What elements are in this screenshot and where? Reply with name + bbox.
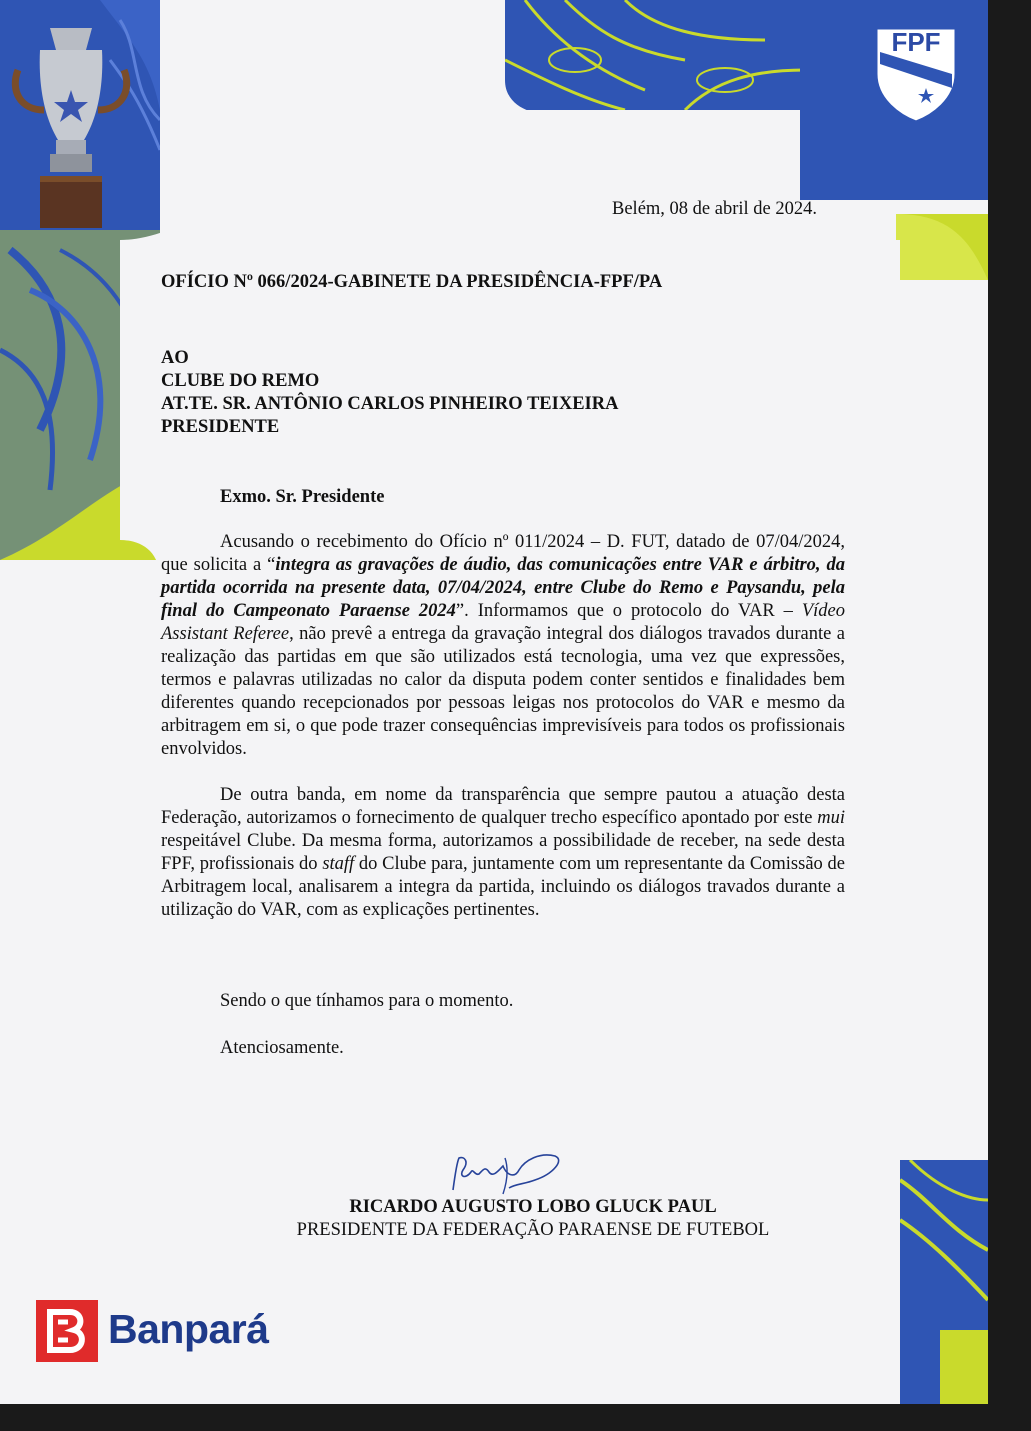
closing-regards: Atenciosamente.: [220, 1038, 344, 1058]
closing-line: Sendo o que tínhamos para o momento.: [220, 991, 514, 1011]
p2-text-a: De outra banda, em nome da transparência que sempre pautou a atuação desta Federação, autorizamos o fornecimento de qualquer trecho específico apontado por este: [161, 785, 845, 828]
date-line: Belém, 08 de abril de 2024.: [612, 199, 817, 219]
recipient-club: CLUBE DO REMO: [161, 371, 320, 391]
p2-mui: mui: [817, 808, 845, 828]
p2-text-c: respeitável Clube. Da mesma forma, autorizamos a possibilidade de receber, na sede desta FPF, profissionais do: [161, 831, 845, 874]
fpf-logo-text: FPF: [891, 27, 941, 57]
p2-text-e: do Clube para, juntamente com um representante da Comissão de Arbitragem local, analisarem a integra da partida, incluindo os diálogos travados durante a utilização do VAR, com as explicações pertinentes.: [161, 854, 846, 920]
recipient-attention: AT.TE. SR. ANTÔNIO CARLOS PINHEIRO TEIXEIRA: [161, 394, 619, 414]
recipient-line: AO: [161, 348, 189, 368]
signatory-name: RICARDO AUGUSTO LOBO GLUCK PAUL: [349, 1197, 717, 1217]
p2-staff: staff: [322, 854, 355, 874]
p1-text-c: ”. Informamos que o protocolo do VAR –: [455, 601, 802, 621]
p1-quote: integra as gravações de áudio, das comunicações entre VAR e árbitro, da partida ocorrida na presente data, 07/04/2024, entre Clube do Remo e Paysandu, pela final do Campeonato Paraense 2024: [161, 555, 845, 621]
signatory-title: PRESIDENTE DA FEDERAÇÃO PARAENSE DE FUTEBOL: [296, 1220, 770, 1240]
oficio-number: OFÍCIO Nº 066/2024-GABINETE DA PRESIDÊNCIA-FPF/PA: [161, 272, 663, 292]
banpara-logo-icon: [36, 1300, 98, 1362]
p1-text-a: Acusando o recebimento do Ofício nº 011/2024 – D. FUT, datado de 07/04/2024, que solicita a “: [161, 532, 845, 575]
paragraph-1: [161, 531, 845, 761]
banpara-logo-text: Banpará: [108, 1306, 269, 1352]
p1-text-e: , não prevê a entrega da gravação integral dos diálogos travados durante a realização das partidas em que são utilizados está tecnologia, uma vez que expressões, termos e palavras utilizadas no calor da disputa podem conter sentidos e finalidades bem diferentes quando recepcionados por pessoas leigas nos protocolos do VAR e mesmo da arbitragem em si, o que pode trazer consequências imprevisíveis para todos os profissionais envolvidos.: [161, 624, 846, 759]
paragraph-2: [161, 784, 845, 922]
recipient-title: PRESIDENTE: [161, 417, 280, 437]
p1-var-term: Vídeo Assistant Referee: [161, 601, 845, 644]
handwritten-signature: [445, 1150, 575, 1200]
salutation: Exmo. Sr. Presidente: [220, 487, 385, 507]
